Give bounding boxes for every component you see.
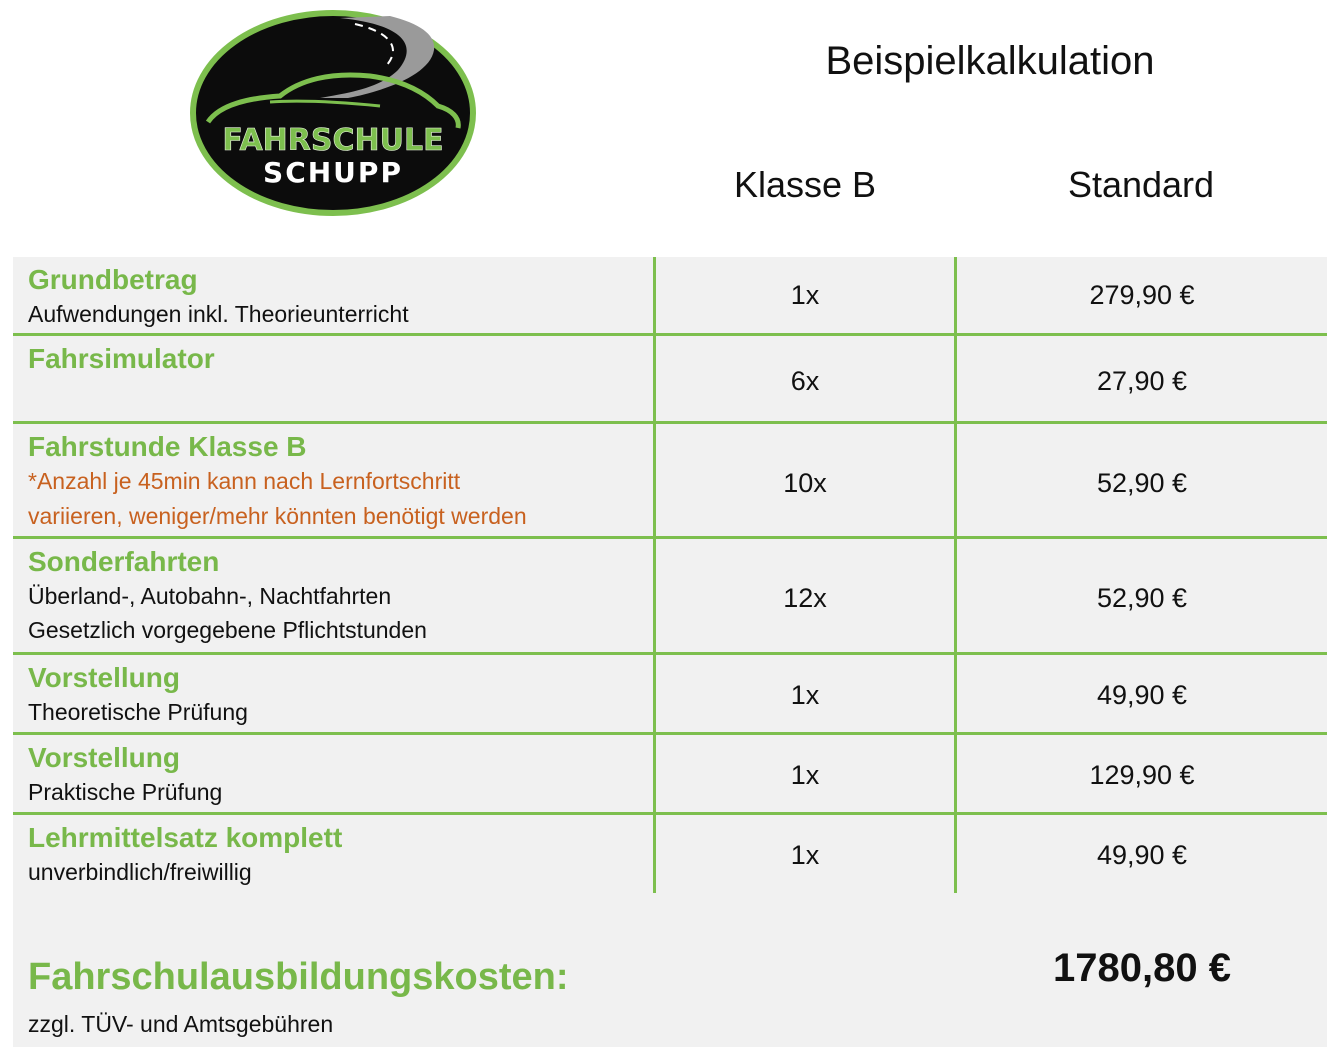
item-title: Lehrmittelsatz komplett bbox=[28, 822, 343, 853]
row-description bbox=[28, 263, 653, 331]
item-price: 52,90 € bbox=[1096, 467, 1188, 498]
table-row bbox=[13, 336, 1327, 421]
item-title: Vorstellung bbox=[28, 662, 180, 693]
total-label: Fahrschulausbildungskosten: bbox=[28, 956, 569, 998]
page-title: Beispielkalkulation bbox=[825, 39, 1155, 83]
row-description bbox=[28, 430, 653, 534]
item-subtitle: Aufwendungen inkl. Theorieunterricht bbox=[28, 301, 409, 327]
item-price: 279,90 € bbox=[1089, 279, 1195, 310]
row-description bbox=[28, 821, 653, 889]
row-description bbox=[28, 661, 653, 729]
item-quantity: 1x bbox=[790, 759, 820, 790]
item-quantity: 12x bbox=[783, 582, 827, 613]
table-row bbox=[13, 539, 1327, 652]
item-quantity: 1x bbox=[790, 839, 820, 870]
row-description bbox=[28, 342, 653, 376]
logo-emblem bbox=[190, 10, 476, 216]
table-row bbox=[13, 735, 1327, 812]
total-value: 1780,80 € bbox=[1053, 946, 1231, 990]
table-row bbox=[13, 815, 1327, 893]
item-note-line1: *Anzahl je 45min kann nach Lernfortschritt bbox=[28, 468, 461, 494]
table-row bbox=[13, 655, 1327, 732]
item-price: 52,90 € bbox=[1096, 582, 1188, 613]
logo-line1: FAHRSCHULE bbox=[222, 123, 444, 158]
item-title: Fahrsimulator bbox=[28, 343, 215, 374]
item-quantity: 1x bbox=[790, 279, 820, 310]
column-header-standard: Standard bbox=[1067, 164, 1215, 205]
logo-line2: SCHUPP bbox=[263, 156, 403, 189]
item-note-line2: variieren, weniger/mehr könnten benötigt werden bbox=[28, 503, 527, 529]
item-subtitle: Praktische Prüfung bbox=[28, 779, 223, 805]
price-table bbox=[13, 257, 1327, 1047]
item-quantity: 6x bbox=[790, 365, 820, 396]
item-price: 49,90 € bbox=[1096, 839, 1188, 870]
fahrschule-logo bbox=[190, 10, 476, 216]
table-row bbox=[13, 257, 1327, 333]
row-description bbox=[28, 741, 653, 809]
item-subtitle: Überland-, Autobahn-, Nachtfahrten bbox=[28, 583, 392, 609]
item-price: 27,90 € bbox=[1096, 365, 1188, 396]
item-price: 129,90 € bbox=[1089, 759, 1195, 790]
item-title: Fahrstunde Klasse B bbox=[28, 431, 307, 462]
item-subtitle: unverbindlich/freiwillig bbox=[28, 859, 252, 885]
column-header-class: Klasse B bbox=[733, 164, 877, 205]
item-title: Grundbetrag bbox=[28, 264, 198, 295]
item-title: Vorstellung bbox=[28, 742, 180, 773]
row-description bbox=[28, 545, 653, 647]
item-subtitle-2: Gesetzlich vorgegebene Pflichtstunden bbox=[28, 617, 427, 643]
item-subtitle: Theoretische Prüfung bbox=[28, 699, 248, 725]
item-title: Sonderfahrten bbox=[28, 546, 220, 577]
item-quantity: 1x bbox=[790, 679, 820, 710]
item-quantity: 10x bbox=[783, 467, 827, 498]
table-row bbox=[13, 424, 1327, 536]
total-subtitle: zzgl. TÜV- und Amtsgebühren bbox=[28, 1011, 334, 1037]
item-price: 49,90 € bbox=[1096, 679, 1188, 710]
